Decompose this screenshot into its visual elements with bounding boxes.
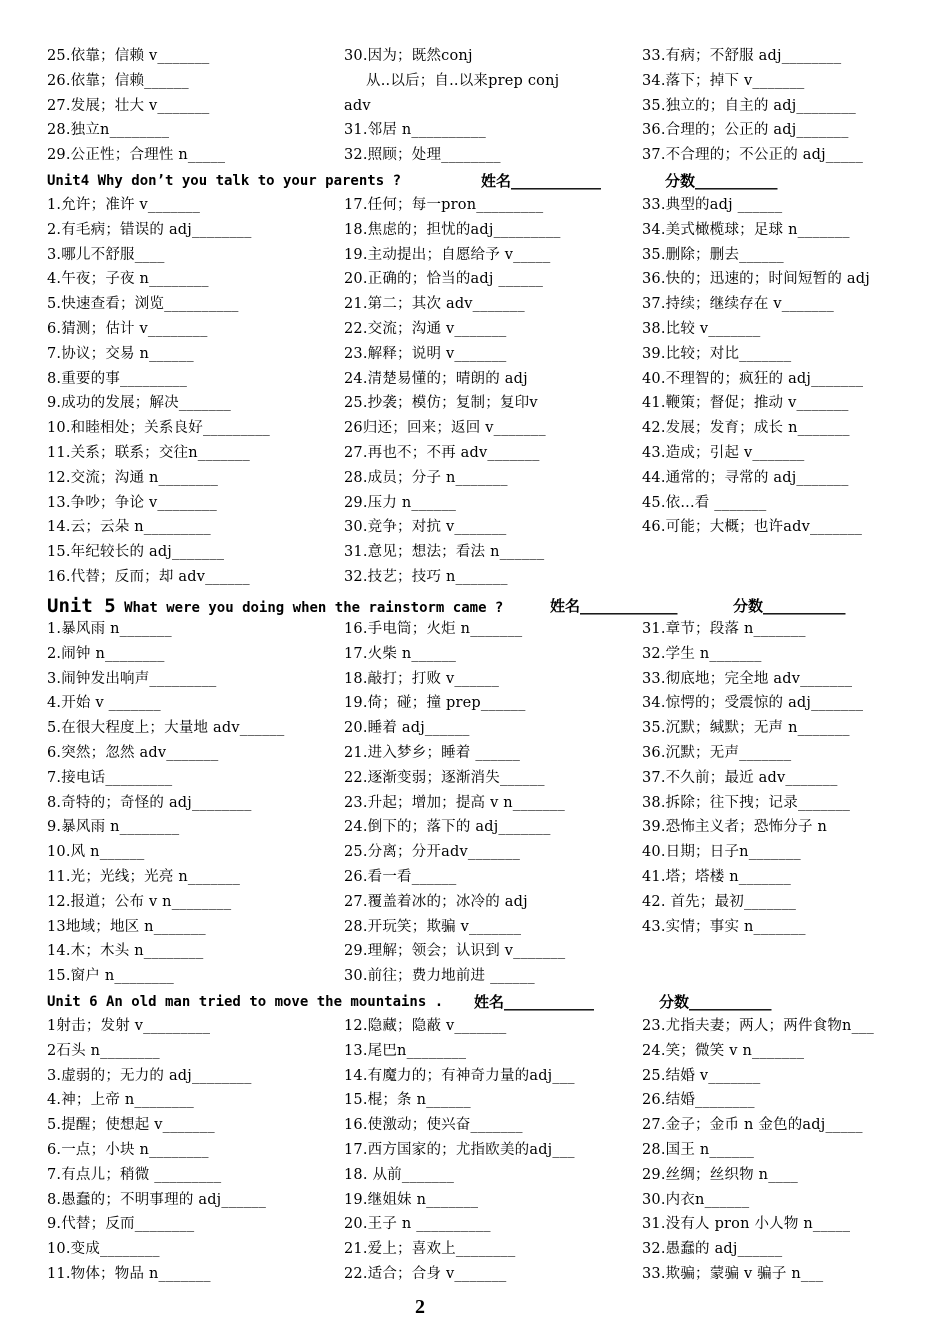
vocab-item: 26.依靠；信赖______ <box>47 72 189 89</box>
vocab-item: 32.学生 n_______ <box>642 645 762 662</box>
vocab-item: 15.棍；条 n______ <box>344 1092 471 1109</box>
unit6-column-2 <box>344 1014 636 1287</box>
vocab-item: 6.猜测；估计 v________ <box>47 320 208 337</box>
vocab-item: 12.隐藏；隐蔽 v_______ <box>344 1018 507 1034</box>
vocab-item: 45.依...看 _______ <box>642 494 767 511</box>
unit4-heading <box>47 168 927 194</box>
vocab-item: 6.一点；小块 n________ <box>47 1141 209 1158</box>
vocab-item: 1.允许；准许 v_______ <box>47 197 201 213</box>
vocab-item: 16.代替；反而；却 adv______ <box>47 568 250 585</box>
vocab-item: 23.尤指夫妻；两人；两件食物n___ <box>642 1018 874 1034</box>
vocab-item: 4.开始 v _______ <box>47 695 161 712</box>
vocab-item: 40.不理智的；疯狂的 adj_______ <box>642 370 864 387</box>
vocab-item: 33.欺骗；蒙骗 v 骗子 n___ <box>642 1265 824 1282</box>
vocab-item: 33.典型的adj ______ <box>642 197 783 213</box>
vocab-item: 32.愚蠢的 adj______ <box>642 1241 783 1258</box>
vocab-item: 3.闹钟发出响声_________ <box>47 670 217 687</box>
vocab-item: 39.恐怖主义者；恐怖分子 n <box>642 819 828 836</box>
vocab-item: 13.争吵；争论 v________ <box>47 494 217 511</box>
unit4-column-2 <box>344 193 636 590</box>
unit5-column-3 <box>642 617 942 939</box>
unit6-heading <box>47 989 927 1015</box>
vocab-item: 19.继姐妹 n_______ <box>344 1191 479 1208</box>
vocab-item: 22.逐渐变弱；逐渐消失______ <box>344 769 545 786</box>
vocab-item: 19.主动提出；自愿给予 v_____ <box>344 246 551 263</box>
vocab-item: 4.午夜；子夜 n________ <box>47 271 209 288</box>
vocab-item: 24.笑；微笑 v n_______ <box>642 1042 805 1059</box>
vocab-item: 23.解释；说明 v_______ <box>344 345 507 362</box>
vocab-item: 31.章节；段落 n_______ <box>642 621 806 637</box>
vocab-item: 27.再也不；不再 adv_______ <box>344 444 540 461</box>
vocab-item: 35.独立的；自主的 adj________ <box>642 97 856 114</box>
unit4-column-1 <box>47 193 337 590</box>
vocab-item: 36.沉默；无声_______ <box>642 744 792 761</box>
vocab-item: 16.手电筒；火炬 n_______ <box>344 621 523 637</box>
vocab-item: 35.沉默；缄默；无声 n_______ <box>642 720 850 737</box>
vocab-item: 38.比较 v_______ <box>642 320 761 337</box>
vocab-item: 28.成员；分子 n_______ <box>344 469 508 486</box>
vocab-item: 从..以后；自..以来prep conj <box>366 72 560 89</box>
vocab-item: 43.造成；引起 v_______ <box>642 444 805 461</box>
vocab-item: 37.不久前；最近 adv_______ <box>642 769 838 786</box>
unit6-score-field: 分数___________ <box>659 993 772 1011</box>
unit5-column-2 <box>344 617 636 989</box>
vocab-item: 41.鞭策；督促；推动 v_______ <box>642 395 849 412</box>
vocab-item: 7.协议；交易 n______ <box>47 345 194 362</box>
vocab-item: 33.彻底地；完全地 adv_______ <box>642 670 853 687</box>
vocab-item: 16.使激动；使兴奋_______ <box>344 1117 523 1134</box>
vocab-item: 25.依靠；信赖 v_______ <box>47 48 210 64</box>
vocab-item: 6.突然；忽然 adv_______ <box>47 744 219 761</box>
vocab-item: adv <box>344 97 371 114</box>
vocab-item: 32.照顾；处理________ <box>344 147 501 164</box>
vocab-item: 29.理解；领会；认识到 v_______ <box>344 943 566 960</box>
vocab-item: 2石头 n________ <box>47 1042 160 1059</box>
vocab-item: 1.暴风雨 n_______ <box>47 621 172 637</box>
vocab-item: 27.金子；金币 n 金色的adj_____ <box>642 1117 863 1134</box>
vocab-item: 5.快速查看；浏览__________ <box>47 296 239 313</box>
unit6-column-1 <box>47 1014 337 1287</box>
vocab-item: 2.闹钟 n________ <box>47 645 165 662</box>
vocab-item: 30.前往；费力地前进 ______ <box>344 968 535 985</box>
vocab-item: 25.结婚 v_______ <box>642 1067 761 1084</box>
unit5-title-prefix: Unit 5 <box>47 595 116 617</box>
vocab-item: 31.意见；想法；看法 n______ <box>344 544 545 561</box>
vocab-item: 20.睡着 adj______ <box>344 720 470 737</box>
vocab-item: 34.惊愕的；受震惊的 adj_______ <box>642 695 864 712</box>
vocab-item: 14.有魔力的；有神奇力量的adj___ <box>344 1067 575 1084</box>
unit4-name-field: 姓名____________ <box>481 172 602 190</box>
vocab-item: 24.清楚易懂的；晴朗的 adj <box>344 370 528 387</box>
vocab-item: 28.国王 n______ <box>642 1141 755 1158</box>
vocab-item: 24.倒下的；落下的 adj_______ <box>344 819 551 836</box>
vocab-item: 18. 从前_______ <box>344 1166 455 1183</box>
vocab-item: 25.抄袭；模仿；复制；复印v <box>344 395 538 412</box>
vocab-item: 34.美式橄榄球；足球 n_______ <box>642 221 850 238</box>
vocab-item: 30.竞争；对抗 v_______ <box>344 519 507 536</box>
vocab-item: 44.通常的；寻常的 adj_______ <box>642 469 849 486</box>
vocab-item: 21.第二；其次 adv_______ <box>344 296 525 313</box>
vocab-item: 8.奇特的；奇怪的 adj________ <box>47 794 252 811</box>
vocab-item: 37.不合理的；不公正的 adj_____ <box>642 147 864 164</box>
vocab-item: 17.西方国家的；尤指欧美的adj___ <box>344 1141 575 1158</box>
vocab-item: 22.适合；合身 v_______ <box>344 1265 507 1282</box>
unit4-column-3 <box>642 193 942 540</box>
vocab-item: 22.交流；沟通 v_______ <box>344 320 507 337</box>
vocab-item: 9.成功的发展；解决_______ <box>47 395 231 412</box>
vocab-item: 13地域；地区 n_______ <box>47 918 206 935</box>
vocab-item: 28.独立n________ <box>47 122 170 139</box>
vocab-item: 17.火柴 n______ <box>344 645 457 662</box>
vocab-item: 3.虚弱的；无力的 adj________ <box>47 1067 252 1084</box>
top-column-2 <box>344 44 636 168</box>
vocab-item: 2.有毛病；错误的 adj________ <box>47 221 252 238</box>
unit4-score-field: 分数___________ <box>665 172 778 190</box>
vocab-item: 31.邻居 n__________ <box>344 122 486 139</box>
vocab-item: 26.看一看______ <box>344 868 457 885</box>
vocab-item: 9.暴风雨 n________ <box>47 819 180 836</box>
vocab-item: 10.变成________ <box>47 1241 160 1258</box>
unit6-name-field: 姓名____________ <box>474 993 595 1011</box>
vocab-item: 4.神；上帝 n________ <box>47 1092 194 1109</box>
vocab-item: 36.合理的；公正的 adj_______ <box>642 122 849 139</box>
vocab-item: 12.报道；公布 v n________ <box>47 893 232 910</box>
vocab-item: 10.风 n______ <box>47 844 145 861</box>
vocab-item: 43.实情；事实 n_______ <box>642 918 806 935</box>
vocab-item: 25.分离；分开adv_______ <box>344 844 521 861</box>
vocab-item: 20.王子 n __________ <box>344 1216 491 1233</box>
vocab-item: 27.覆盖着冰的；冰冷的 adj <box>344 893 528 910</box>
vocab-item: 18.敲打；打败 v______ <box>344 670 500 687</box>
vocab-item: 12.交流；沟通 n________ <box>47 469 219 486</box>
vocab-item: 19.倚；碰；撞 prep______ <box>344 695 526 712</box>
vocab-item: 14.木；木头 n________ <box>47 943 204 960</box>
vocab-item: 42. 首先；最初_______ <box>642 893 797 910</box>
unit6-column-3 <box>642 1014 942 1287</box>
vocab-item: 29.公正性；合理性 n_____ <box>47 147 226 164</box>
vocab-item: 30.内衣n______ <box>642 1191 750 1208</box>
vocab-item: 8.重要的事_________ <box>47 370 188 387</box>
unit5-title-rest: What were you doing when the rainstorm came ? <box>115 600 504 616</box>
vocab-item: 21.进入梦乡；睡着 ______ <box>344 744 521 761</box>
vocab-item: 30.因为；既然conj <box>344 48 473 64</box>
vocab-item: 41.塔；塔楼 n_______ <box>642 868 791 885</box>
vocab-item: 1射击；发射 v_________ <box>47 1018 211 1034</box>
vocab-item: 26.结婚________ <box>642 1092 755 1109</box>
vocab-item: 8.愚蠢的；不明事理的 adj______ <box>47 1191 267 1208</box>
vocab-item: 5.提醒；使想起 v_______ <box>47 1117 215 1134</box>
vocab-item: 11.光；光线；光亮 n_______ <box>47 868 241 885</box>
vocab-item: 15.年纪较长的 adj_______ <box>47 544 225 561</box>
vocab-item: 21.爱上；喜欢上________ <box>344 1241 516 1258</box>
vocab-item: 29.压力 n______ <box>344 494 457 511</box>
unit5-column-1 <box>47 617 337 989</box>
vocab-item: 23.升起；增加；提高 v n_______ <box>344 794 565 811</box>
vocab-item: 10.和睦相处；关系良好_________ <box>47 420 271 437</box>
top-column-1 <box>47 44 337 168</box>
vocab-item: 37.持续；继续存在 v_______ <box>642 296 834 313</box>
vocab-item: 26归还；回来；返回 v_______ <box>344 420 546 437</box>
vocab-item: 40.日期；日子n_______ <box>642 844 801 861</box>
vocab-item: 31.没有人 pron 小人物 n_____ <box>642 1216 851 1233</box>
unit5-score-field: 分数___________ <box>733 597 846 615</box>
unit4-title: Unit4 Why don’t you talk to your parents ? <box>47 173 402 189</box>
vocab-item: 33.有病；不舒服 adj________ <box>642 48 842 64</box>
vocab-item: 39.比较；对比_______ <box>642 345 792 362</box>
vocab-item: 28.开玩笑；欺骗 v_______ <box>344 918 522 935</box>
vocab-item: 46.可能；大概；也许adv_______ <box>642 519 863 536</box>
vocab-item: 42.发展；发育；成长 n_______ <box>642 420 850 437</box>
vocab-item: 35.删除；删去______ <box>642 246 784 263</box>
vocab-item: 14.云；云朵 n_________ <box>47 519 211 536</box>
page-number: 2 <box>415 1296 425 1318</box>
vocab-item: 27.发展；壮大 v_______ <box>47 97 210 114</box>
unit5-heading <box>47 593 927 619</box>
vocab-item: 17.任何；每一pron_________ <box>344 197 544 213</box>
vocab-item: 36.快的；迅速的；时间短暂的 adj <box>642 271 870 288</box>
vocab-item: 7.有点儿；稍微 _________ <box>47 1166 222 1183</box>
vocab-item: 38.拆除；往下拽；记录_______ <box>642 794 851 811</box>
vocab-item: 18.焦虑的；担忧的adj_________ <box>344 221 561 238</box>
vocab-item: 11.关系；联系；交往n_______ <box>47 444 250 461</box>
vocab-item: 7.接电话_________ <box>47 769 173 786</box>
vocab-item: 11.物体；物品 n_______ <box>47 1265 211 1282</box>
vocab-item: 20.正确的；恰当的adj ______ <box>344 271 544 288</box>
vocab-item: 29.丝绸；丝织物 n____ <box>642 1166 799 1183</box>
vocab-item: 32.技艺；技巧 n_______ <box>344 568 508 585</box>
unit6-title: Unit 6 An old man tried to move the mountains . <box>47 994 444 1010</box>
vocab-item: 15.窗户 n________ <box>47 968 175 985</box>
vocab-item: 5.在很大程度上；大量地 adv______ <box>47 720 285 737</box>
vocab-item: 9.代替；反而________ <box>47 1216 195 1233</box>
vocab-item: 13.尾巴n________ <box>344 1042 467 1059</box>
top-column-3 <box>642 44 942 168</box>
vocab-item: 34.落下；掉下 v_______ <box>642 72 805 89</box>
vocab-item: 3.哪儿不舒服____ <box>47 246 165 263</box>
unit5-name-field: 姓名_____________ <box>550 597 678 615</box>
